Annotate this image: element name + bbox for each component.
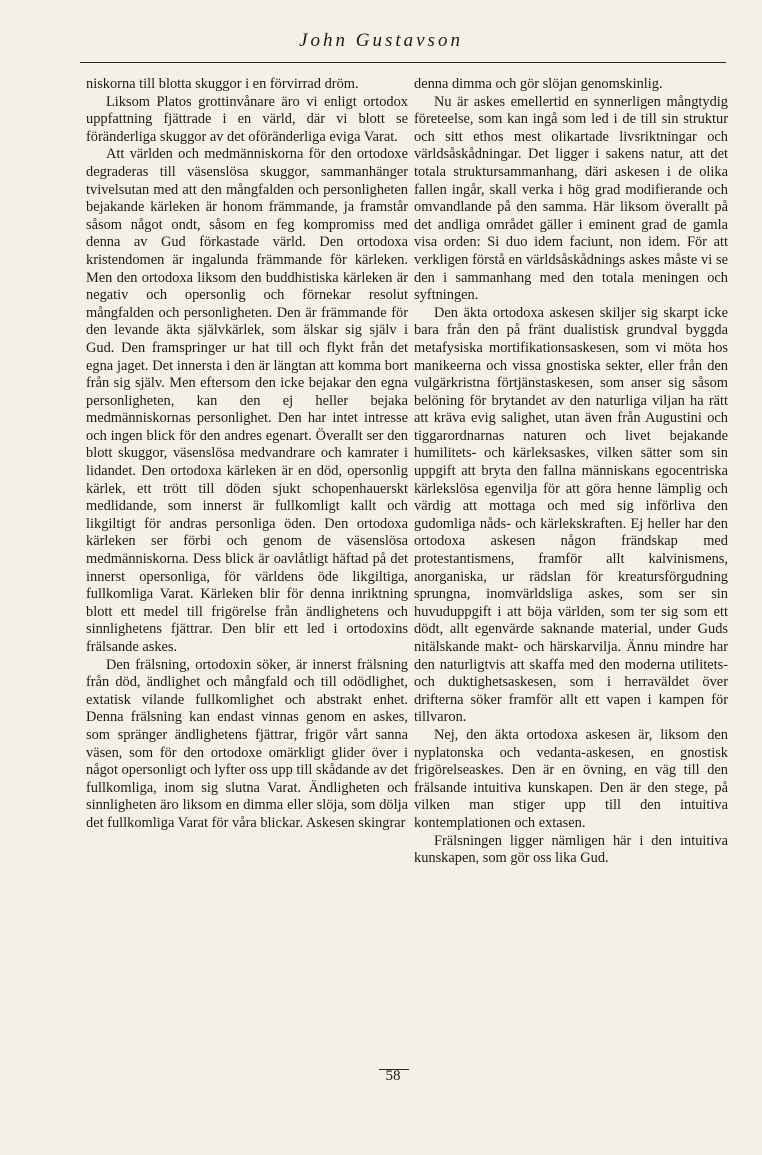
header-rule bbox=[80, 62, 726, 63]
paragraph: Liksom Platos grottinvånare äro vi enligt ortodox uppfattning fjättrade i en värld, där vi blott se föränderliga skuggor av det oföränderliga eviga Varat. bbox=[86, 93, 408, 145]
paragraph: Den frälsning, ortodoxin söker, är innerst frälsning från död, ändlighet och mångfald och till odödlighet, extatisk vilande fullkomlighet och abstrakt enhet. Denna frälsning kan endast vinnas genom en askes, som spränger ändlighetens fjättrar, frigör vårt sanna väsen, som för den ortodoxe omärkligt glider över i något opersonligt och lyfter oss upp till skådande av det fullkomliga, inom sig slutna Varat. Ändligheten och sinnligheten äro liksom en dimma eller slöja, som dölja det fullkomliga Varat för våra blickar. Askesen skingrar bbox=[86, 656, 408, 831]
paragraph: Nej, den äkta ortodoxa askesen är, liksom den nyplatonska och vedanta-askesen, en gnostisk frigörelseaskes. Den är en övning, en väg till den frälsande intuitiva kunskapen. Den är den stege, på vilken man stiger upp till den intuitiva kontemplationen och extasen. bbox=[414, 726, 728, 831]
running-title: John Gustavson bbox=[299, 30, 463, 51]
page-number: 58 bbox=[385, 1068, 401, 1084]
paragraph: Den äkta ortodoxa askesen skiljer sig skarpt icke bara från den på fränt dualistisk grundval byggda metafysiska mortifikationsaskesen, som vi möta hos manikeerna och vissa gnostiska sekter, eller från den vulgärkristna förtjänstaskesen, som anser sig såsom belöning för brytandet av den naturliga viljan ha rätt att kräva evig salighet, utan även från Augustini och tiggarordnarnas naturen och livet bejakande humilitets- och kärleksaskes, vilken sätter som sin uppgift att bryta den fallna människans egocentriska kärlekslösa egenvilja för att göra henne lämplig och värdig att mottaga och med sig införliva den gudomliga nåds- och kärlekskraften. Ej heller har den ortodoxa askesen någon frändskap med protestantismens, framför allt kalvinismens, anorganiska, ur rädslan för kreatursförgudning sprungna, inomvärldsliga askes, som ser sin huvuduppgift i att böja världen, som ter sig som ett dödt, allt egenvärde saknande material, under Guds nitälskande makt- och härskarvilja. Ännu mindre har den naturligtvis att skaffa med den moderna utilitets- och duktighetsaskesen, som i herraväldet över drifterna söker framför allt ett vapen i kampen för tillvaron. bbox=[414, 304, 728, 726]
left-column bbox=[86, 76, 408, 833]
paragraph: Frälsningen ligger nämligen här i den intuitiva kunskapen, som gör oss lika Gud. bbox=[414, 832, 728, 867]
paragraph: denna dimma och gör slöjan genomskinlig. bbox=[414, 76, 663, 92]
paragraph: Att världen och medmänniskorna för den ortodoxe degraderas till väsenslösa skuggor, sammanhänger tvivelsutan med att den mångfalden och personligheten bejakande kärleken är honom främmande, ja framstår såsom något ondt, såsom en feg kompromiss med denna av Gud förkastade värld. Den ortodoxa kristendomen är ingalunda främmande för kärleken. Men den ortodoxa liksom den buddhistiska kärleken är negativ och opersonlig och förnekar resolut mångfalden och personligheten. Den är främmande för den levande äkta självkärlek, som älskar sig själv i Gud. Den framspringer ur hat till och flykt från det egna jaget. Det innersta i den är längtan att komma bort från sig själv. Men eftersom den icke bejakar den egna personligheten, kan den ej heller bejaka medmänniskornas personlighet. Den har intet intresse och ingen blick för den andres egenart. Överallt ser den blott skuggor, väsenslösa medvandrare och kamrater i lidandet. Den ortodoxa kärleken är en död, opersonlig kärlek, ett trött till döden sjukt schopenhauerskt medlidande, som innerst är fullkomligt kallt och likgiltigt för andras personliga öden. Den ortodoxa kärleken ser förbi och genom de väsenslösa medmänniskorna. Dess blick är oavlåtligt häftad på det innerst opersonliga, för världens öde likgiltiga, fullkomliga Varat. Kärleken blir för denna inriktning blott ett medel till frigörelse från ändlighetens och sinnlighetens fjättrar. Den blir ett led i ortodoxins frälsande askes. bbox=[86, 146, 408, 655]
paragraph: Nu är askes emellertid en synnerligen mångtydig företeelse, som kan ingå som led i de till sin struktur och sitt ethos mest olikartade livsriktningar och världsåskådningar. Det ligger i sakens natur, att det totala struktursammanhang, däri askesen i de olika fallen ingår, skall verka i hög grad modifierande och omvandlande på den samma. Här liksom överallt på det andliga området gäller i eminent grad de gamla visa orden: Si duo idem faciunt, non idem. För att verkligen förstå en världsåskådnings askes måste vi se den i sammanhang med den totala meningen och syftningen. bbox=[414, 93, 728, 304]
right-column bbox=[414, 76, 728, 868]
paragraph: niskorna till blotta skuggor i en förvirrad dröm. bbox=[86, 76, 359, 92]
